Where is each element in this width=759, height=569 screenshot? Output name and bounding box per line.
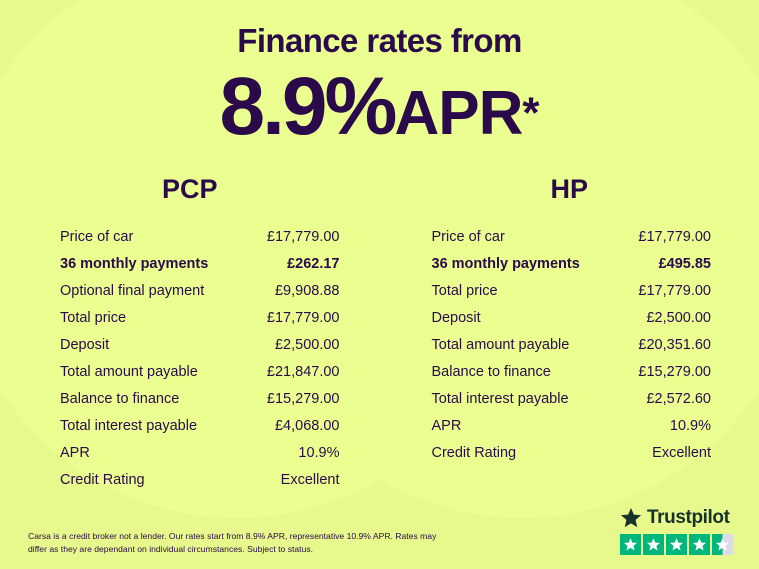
- table-row: [406, 304, 734, 331]
- row-label: Deposit: [431, 309, 481, 326]
- hp-column: [380, 174, 759, 493]
- table-row: [406, 223, 734, 250]
- row-label: Credit Rating: [431, 444, 517, 461]
- row-value: £495.85: [658, 255, 711, 272]
- footer: [0, 507, 759, 555]
- star-3-icon: [666, 534, 687, 555]
- row-label: Price of car: [60, 228, 134, 245]
- hp-title: HP: [550, 174, 588, 204]
- row-label: Total interest payable: [60, 417, 198, 434]
- row-value: £9,908.88: [274, 282, 340, 299]
- row-label: Total price: [60, 309, 127, 326]
- row-value: £4,068.00: [274, 417, 340, 434]
- row-label: Balance to finance: [431, 363, 551, 380]
- row-value: £2,572.60: [646, 390, 711, 407]
- table-row: [26, 385, 354, 412]
- star-5-half-icon: [712, 534, 733, 555]
- table-row: [406, 439, 734, 466]
- table-row: [26, 250, 354, 277]
- row-value: £20,351.60: [638, 336, 711, 353]
- rate-display: [0, 61, 759, 152]
- row-value: £2,500.00: [274, 336, 340, 353]
- star-2-icon: [643, 534, 664, 555]
- pcp-title: PCP: [161, 174, 218, 204]
- trustpilot-label: Trustpilot: [647, 507, 730, 528]
- row-label: Total amount payable: [431, 336, 570, 353]
- row-value: Excellent: [652, 444, 711, 461]
- table-row: [26, 223, 354, 250]
- table-row: [406, 250, 734, 277]
- row-value: £17,779.00: [266, 309, 340, 326]
- row-label: Price of car: [431, 228, 505, 245]
- headline: Finance rates from: [237, 22, 522, 59]
- table-row: [26, 439, 354, 466]
- row-label: Credit Rating: [60, 471, 145, 488]
- row-label: 36 monthly payments: [60, 255, 209, 272]
- table-row: [26, 358, 354, 385]
- rate-number: 8.9%: [219, 61, 395, 152]
- row-label: Balance to finance: [60, 390, 180, 407]
- row-value: £15,279.00: [266, 390, 340, 407]
- row-label: Total amount payable: [60, 363, 198, 380]
- trustpilot-wordmark: [620, 507, 730, 529]
- table-row: [406, 385, 734, 412]
- row-label: Deposit: [60, 336, 110, 353]
- rate-asterisk: *: [522, 88, 540, 138]
- row-label: Total price: [431, 282, 498, 299]
- row-label: APR: [431, 417, 462, 434]
- table-row: [406, 412, 734, 439]
- table-row: [26, 466, 354, 493]
- table-row: [26, 412, 354, 439]
- row-value: £17,779.00: [638, 282, 711, 299]
- row-value: £15,279.00: [638, 363, 711, 380]
- row-label: APR: [60, 444, 90, 461]
- row-value: £262.17: [287, 255, 340, 272]
- table-row: [406, 331, 734, 358]
- trustpilot-stars: [620, 534, 733, 555]
- trustpilot-star-icon: [620, 507, 642, 529]
- disclaimer-text: Carsa is a credit broker not a lender. Our rates start from 8.9% APR, representative 10.9% APR. Rates may differ as they are dependant on individual circumstances. Subject to status.: [28, 531, 437, 554]
- row-value: 10.9%: [669, 417, 711, 434]
- row-label: 36 monthly payments: [431, 255, 580, 272]
- pcp-column: [0, 174, 380, 493]
- row-label: Total interest payable: [431, 390, 569, 407]
- table-row: [26, 304, 354, 331]
- row-value: £21,847.00: [266, 363, 340, 380]
- row-value: £2,500.00: [646, 309, 711, 326]
- table-row: [406, 358, 734, 385]
- star-4-icon: [689, 534, 710, 555]
- trustpilot-rating: [620, 507, 733, 555]
- rate-unit: APR: [394, 79, 523, 148]
- row-value: 10.9%: [298, 444, 340, 461]
- table-row: [406, 277, 734, 304]
- table-row: [26, 331, 354, 358]
- row-value: £17,779.00: [266, 228, 340, 245]
- row-value: Excellent: [280, 471, 340, 488]
- row-value: £17,779.00: [638, 228, 711, 245]
- star-1-icon: [620, 534, 641, 555]
- finance-tables: [0, 174, 759, 493]
- table-row: [26, 277, 354, 304]
- row-label: Optional final payment: [60, 282, 205, 299]
